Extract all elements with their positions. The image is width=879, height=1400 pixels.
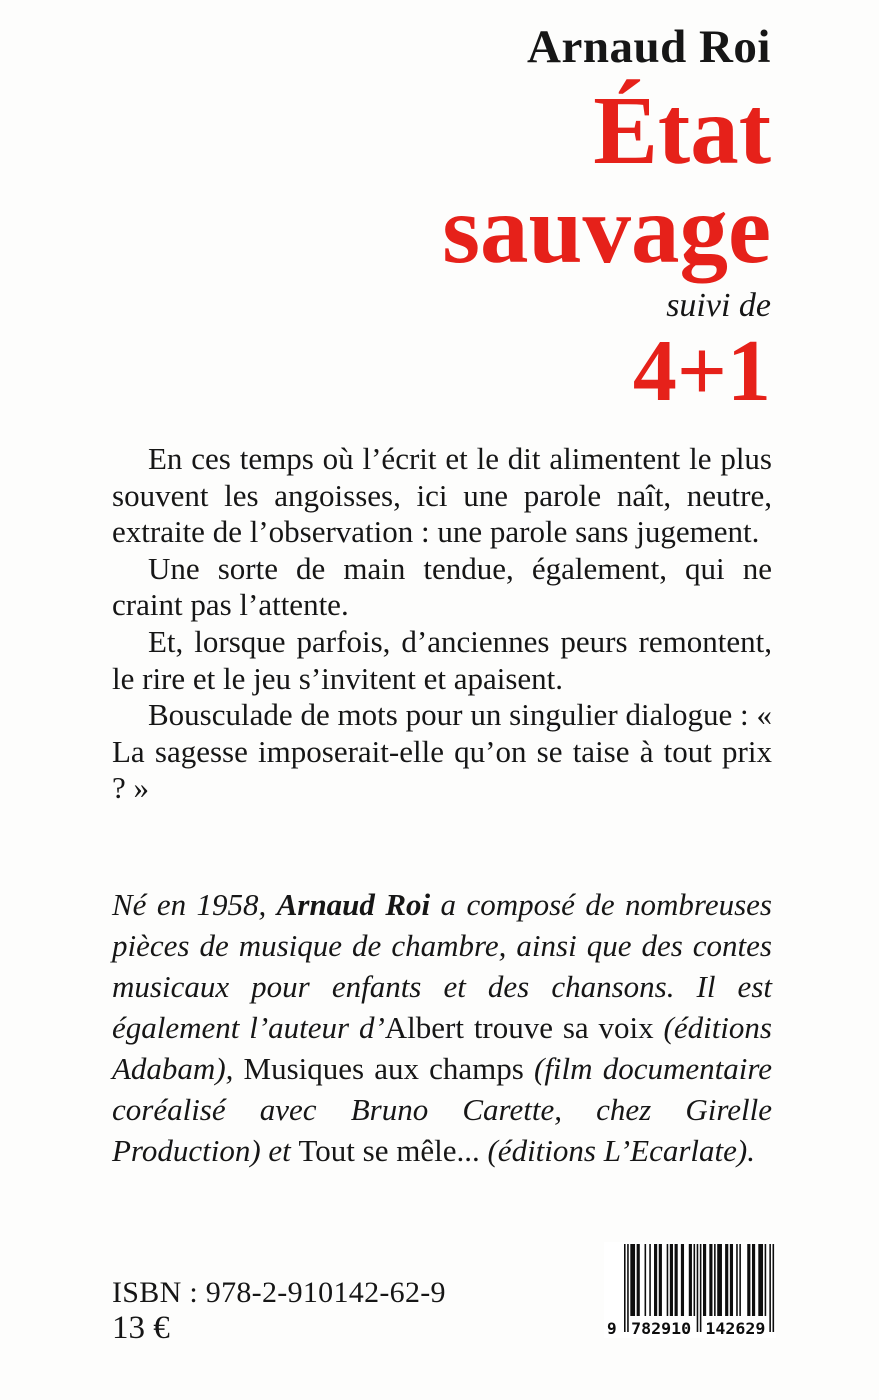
isbn-text: ISBN : 978-2-910142-62-9 [112, 1276, 446, 1309]
book-title-line-1: État [593, 77, 771, 184]
masthead [442, 21, 771, 420]
subtitle-connector: suivi de [666, 287, 771, 325]
blurb [112, 441, 772, 807]
blurb-paragraph-3: Et, lorsque parfois, d’anciennes peurs remontent, le rire et le jeu s’invitent et apaisent. [112, 623, 772, 696]
bio-segment: (film documentaire coréalisé avec Bruno Carette, chez Girelle Production) et [112, 1051, 772, 1168]
blurb-paragraph-4: Bousculade de mots pour un singulier dialogue : « La sagesse imposerait-elle qu’on se taise à tout prix ? » [112, 697, 772, 806]
bio-segment: Né en 1958, [112, 887, 277, 922]
bio-segment: (éditions Adabam), [112, 1010, 772, 1086]
blurb-paragraph-1: En ces temps où l’écrit et le dit alimentent le plus souvent les angoisses, ici une parole naît, neutre, extraite de l’observation : une parole sans jugement. [112, 441, 772, 550]
bio-segment: Tout se mêle... [298, 1133, 488, 1168]
bio-segment: a composé de nombreuses pièces de musique de chambre, ainsi que des contes musicaux pour enfants et des chansons. Il est également l’auteur d’ [112, 887, 772, 1045]
blurb-paragraph-2: Une sorte de main tendue, également, qui ne craint pas l’attente. [112, 550, 772, 623]
barcode-digits: 782910 [631, 1319, 692, 1338]
bio-segment: Musiques aux champs [243, 1051, 534, 1086]
bio-paragraph [112, 884, 772, 1171]
author-bio [112, 884, 772, 1171]
book-title-line-2: sauvage [442, 176, 771, 284]
barcode-digits: 142629 [705, 1319, 766, 1338]
bio-segment: Arnaud Roi [276, 887, 431, 922]
barcode-digits: 9 [607, 1319, 617, 1338]
author-name: Arnaud Roi [527, 21, 771, 73]
bio-segment: (éditions L’Ecarlate). [487, 1133, 755, 1168]
companion-title: 4+1 [632, 322, 771, 420]
barcode-graphic [604, 1242, 776, 1338]
bio-segment: Albert trouve sa voix [384, 1010, 664, 1045]
price-text: 13 € [112, 1310, 170, 1346]
ean-barcode [604, 1242, 776, 1338]
